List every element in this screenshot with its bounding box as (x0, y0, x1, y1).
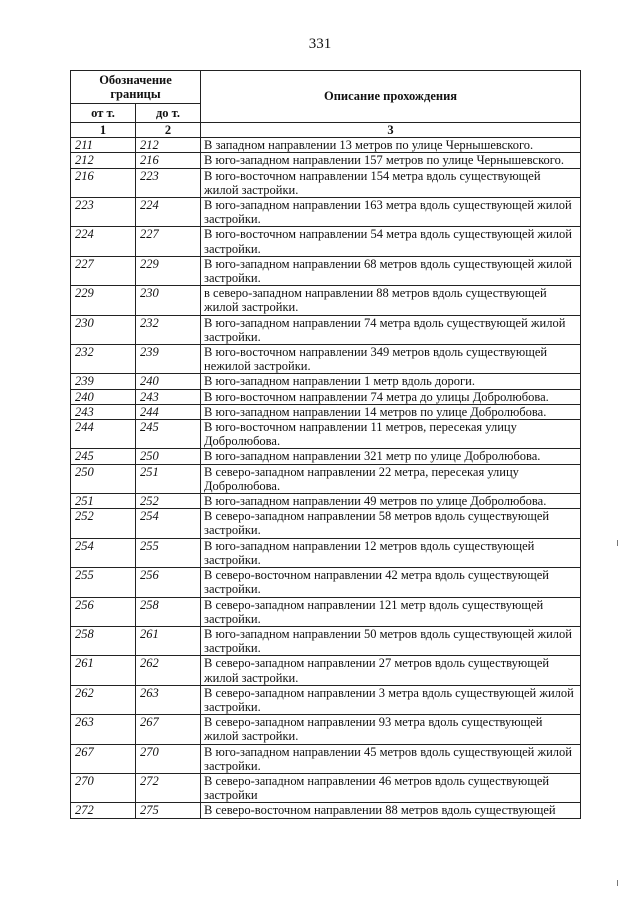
from-point-cell: 232 (71, 345, 136, 374)
table-row (71, 168, 581, 197)
to-point-cell: 272 (136, 773, 201, 802)
from-point-cell: 223 (71, 198, 136, 227)
description-cell: В северо-восточном направлении 88 метров вдоль существующей (201, 803, 581, 818)
table-body (71, 138, 581, 818)
designation-header: Обозначение границы (71, 71, 201, 104)
from-point-cell: 263 (71, 715, 136, 744)
to-point-cell: 252 (136, 494, 201, 509)
from-point-cell: 262 (71, 685, 136, 714)
from-point-cell: 254 (71, 538, 136, 567)
table-row (71, 227, 581, 256)
description-cell: В северо-западном направлении 22 метра, пересекая улицу Добролюбова. (201, 464, 581, 493)
description-header: Описание прохождения (201, 71, 581, 123)
from-point-cell: 216 (71, 168, 136, 197)
to-point-cell: 262 (136, 656, 201, 685)
from-point-cell: 230 (71, 315, 136, 344)
table-row (71, 374, 581, 389)
description-cell: В юго-восточном направлении 11 метров, пересекая улицу Добролюбова. (201, 420, 581, 449)
description-cell: В юго-западном направлении 1 метр вдоль дороги. (201, 374, 581, 389)
to-point-cell: 232 (136, 315, 201, 344)
to-point-cell: 256 (136, 568, 201, 597)
description-cell: В северо-западном направлении 93 метра вдоль существующей жилой застройки. (201, 715, 581, 744)
column-number: 2 (136, 123, 201, 138)
to-point-cell: 224 (136, 198, 201, 227)
to-point-cell: 263 (136, 685, 201, 714)
from-point-cell: 261 (71, 656, 136, 685)
description-cell: В юго-западном направлении 74 метра вдоль существующей жилой застройки. (201, 315, 581, 344)
to-point-cell: 216 (136, 153, 201, 168)
description-cell: В северо-западном направлении 121 метр вдоль существующей застройки. (201, 597, 581, 626)
edge-mark (617, 880, 618, 886)
description-cell: В юго-западном направлении 45 метров вдоль существующей жилой застройки. (201, 744, 581, 773)
description-cell: В северо-западном направлении 27 метров вдоль существующей жилой застройки. (201, 656, 581, 685)
from-point-cell: 256 (71, 597, 136, 626)
to-point-cell: 255 (136, 538, 201, 567)
to-point-cell: 230 (136, 286, 201, 315)
table-row (71, 389, 581, 404)
table-row (71, 568, 581, 597)
to-point-header: до т. (136, 104, 201, 123)
description-cell: В юго-восточном направлении 154 метра вдоль существующей жилой застройки. (201, 168, 581, 197)
description-cell: В юго-западном направлении 50 метров вдоль существующей жилой застройки. (201, 626, 581, 655)
to-point-cell: 240 (136, 374, 201, 389)
to-point-cell: 258 (136, 597, 201, 626)
table-row (71, 597, 581, 626)
from-point-header: от т. (71, 104, 136, 123)
to-point-cell: 254 (136, 509, 201, 538)
description-cell: В юго-восточном направлении 349 метров вдоль существующей нежилой застройки. (201, 345, 581, 374)
from-point-cell: 239 (71, 374, 136, 389)
to-point-cell: 229 (136, 256, 201, 285)
to-point-cell: 267 (136, 715, 201, 744)
to-point-cell: 261 (136, 626, 201, 655)
description-cell: В юго-восточном направлении 54 метра вдоль существующей жилой застройки. (201, 227, 581, 256)
table-row (71, 153, 581, 168)
from-point-cell: 227 (71, 256, 136, 285)
table-row (71, 656, 581, 685)
description-cell: В северо-западном направлении 3 метра вдоль существующей жилой застройки. (201, 685, 581, 714)
table-row (71, 449, 581, 464)
from-point-cell: 244 (71, 420, 136, 449)
edge-mark (617, 540, 618, 546)
table-row (71, 315, 581, 344)
table-row (71, 256, 581, 285)
from-point-cell: 245 (71, 449, 136, 464)
description-cell: В северо-западном направлении 46 метров вдоль существующей застройки (201, 773, 581, 802)
table-row (71, 138, 581, 153)
page-number: 331 (308, 36, 332, 52)
description-cell: В юго-восточном направлении 74 метра до улицы Добролюбова. (201, 389, 581, 404)
to-point-cell: 245 (136, 420, 201, 449)
from-point-cell: 211 (71, 138, 136, 153)
from-point-cell: 251 (71, 494, 136, 509)
description-cell: В юго-западном направлении 49 метров по улице Добролюбова. (201, 494, 581, 509)
to-point-cell: 251 (136, 464, 201, 493)
table-row (71, 509, 581, 538)
table-row (71, 494, 581, 509)
table-row (71, 464, 581, 493)
table-row (71, 404, 581, 419)
description-cell: В юго-западном направлении 68 метров вдоль существующей жилой застройки. (201, 256, 581, 285)
column-number: 3 (201, 123, 581, 138)
description-cell: В юго-западном направлении 163 метра вдоль существующей жилой застройки. (201, 198, 581, 227)
to-point-cell: 275 (136, 803, 201, 818)
from-point-cell: 229 (71, 286, 136, 315)
from-point-cell: 212 (71, 153, 136, 168)
from-point-cell: 272 (71, 803, 136, 818)
table-row (71, 198, 581, 227)
to-point-cell: 243 (136, 389, 201, 404)
table-row (71, 715, 581, 744)
table-row (71, 803, 581, 818)
table-row (71, 773, 581, 802)
description-cell: В северо-западном направлении 58 метров вдоль существующей застройки. (201, 509, 581, 538)
to-point-cell: 250 (136, 449, 201, 464)
to-point-cell: 244 (136, 404, 201, 419)
table-row (71, 345, 581, 374)
description-cell: В юго-западном направлении 14 метров по улице Добролюбова. (201, 404, 581, 419)
table-row (71, 420, 581, 449)
description-cell: В юго-западном направлении 157 метров по улице Чернышевского. (201, 153, 581, 168)
from-point-cell: 270 (71, 773, 136, 802)
description-cell: В юго-западном направлении 12 метров вдоль существующей застройки. (201, 538, 581, 567)
table-row (71, 538, 581, 567)
from-point-cell: 255 (71, 568, 136, 597)
to-point-cell: 227 (136, 227, 201, 256)
from-point-cell: 258 (71, 626, 136, 655)
table-row (71, 685, 581, 714)
to-point-cell: 212 (136, 138, 201, 153)
from-point-cell: 250 (71, 464, 136, 493)
to-point-cell: 270 (136, 744, 201, 773)
description-cell: В западном направлении 13 метров по улице Чернышевского. (201, 138, 581, 153)
description-cell: В северо-восточном направлении 42 метра вдоль существующей застройки. (201, 568, 581, 597)
column-number: 1 (71, 123, 136, 138)
table-row (71, 286, 581, 315)
from-point-cell: 240 (71, 389, 136, 404)
to-point-cell: 239 (136, 345, 201, 374)
description-cell: в северо-западном направлении 88 метров вдоль существующей жилой застройки. (201, 286, 581, 315)
to-point-cell: 223 (136, 168, 201, 197)
from-point-cell: 267 (71, 744, 136, 773)
boundary-table (70, 70, 581, 819)
from-point-cell: 243 (71, 404, 136, 419)
table-row (71, 626, 581, 655)
description-cell: В юго-западном направлении 321 метр по улице Добролюбова. (201, 449, 581, 464)
from-point-cell: 252 (71, 509, 136, 538)
table-row (71, 744, 581, 773)
from-point-cell: 224 (71, 227, 136, 256)
